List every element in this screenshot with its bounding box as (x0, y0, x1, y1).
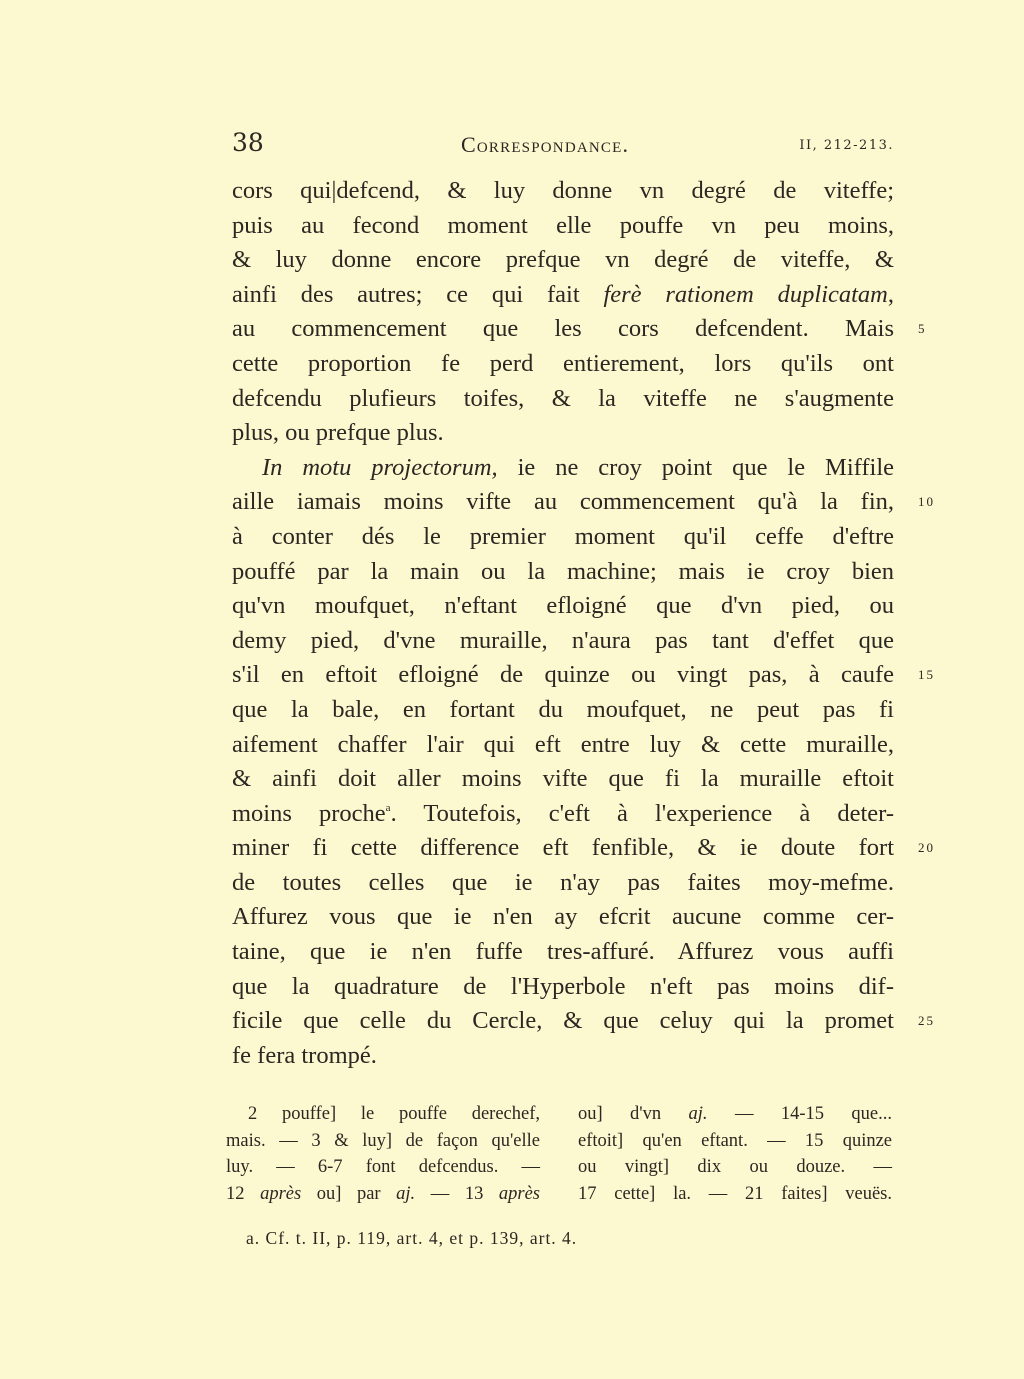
main-text (232, 174, 935, 1073)
text-line: moins proche$^a$. Toutefois, c'eft à l'experience à deter- (232, 799, 895, 827)
variant-note-line: luy. — 6-7 font defcendus. — (226, 1157, 540, 1177)
line-number: 5 (918, 321, 927, 337)
text-line: & luy donne encore prefque vn degré de viteffe, & (232, 246, 894, 274)
variant-note-line: 12 après ou] par aj. — 13 après (226, 1183, 540, 1204)
variant-note-line: eftoit] qu'en eftant. — 15 quinze (578, 1130, 892, 1151)
text-line: que la quadrature de l'Hyperbole n'eft pas moins dif- (232, 972, 894, 1000)
italic-abbrev: aj. (396, 1183, 416, 1204)
text-line: à conter dés le premier moment qu'il ceffe d'eftre (232, 522, 894, 550)
text-line: s'il en eftoit efloigné de quinze ou vingt pas, à caufe 15 (232, 658, 894, 693)
variant-notes-left-column (226, 1101, 540, 1207)
text-line: pouffé par la main ou la machine; mais ie croy bien (232, 557, 894, 585)
italic-abbrev: après (260, 1183, 302, 1204)
variant-note-line: 17 cette] la. — 21 faites] veuës. (578, 1183, 892, 1204)
text-line: plus, ou prefque plus. (232, 419, 444, 447)
line-number: 10 (918, 494, 935, 510)
text-line: fe fera trompé. (232, 1041, 377, 1069)
text-line: taine, que ie n'en fuffe tres-affuré. Affurez vous auffi (232, 938, 894, 966)
variant-note-line: ou vingt] dix ou douze. — (578, 1157, 892, 1177)
text-line: demy pied, d'vne muraille, n'aura pas tant d'effet que (232, 626, 894, 654)
italic-abbrev: après (498, 1183, 540, 1204)
variant-notes-right-column (578, 1101, 892, 1207)
text-line: qu'vn moufquet, n'eftant efloigné que d'vn pied, ou (232, 592, 894, 620)
text-line: puis au fecond moment elle pouffe vn peu moins, (232, 211, 894, 239)
text-line: cette proportion fe perd entierement, lors qu'ils ont (232, 349, 894, 377)
page-header (232, 128, 894, 164)
italic-abbrev: aj. (688, 1104, 708, 1124)
variant-note-line: ou] d'vn aj. — 14-15 que... (578, 1104, 892, 1124)
text-line: ainfi des autres; ce qui fait ferè rationem duplicatam, (232, 280, 894, 308)
italic-phrase: ferè rationem duplicatam (603, 280, 888, 308)
text-line: & ainfi doit aller moins vifte que fi la muraille eftoit (232, 765, 894, 793)
line-number: 20 (918, 840, 935, 856)
line-number: 25 (918, 1013, 935, 1029)
text-line: aifement chaffer l'air qui eft entre luy & cette muraille, (232, 730, 894, 758)
line-number: 15 (918, 667, 935, 683)
running-title: Correspondance. (461, 132, 630, 157)
text-line: au commencement que les cors defcendent. Mais 5 (232, 312, 894, 347)
text-line: In motu projectorum, ie ne croy point que le Miffile (262, 453, 895, 481)
variant-note-line: 2 pouffe] le pouffe derechef, (248, 1104, 540, 1124)
footnote-marker: a (385, 801, 391, 814)
text-line: aille iamais moins vifte au commencement qu'à la fin, 10 (232, 485, 894, 520)
text-line: cors qui|defcend, & luy donne vn degré de viteffe; (232, 177, 894, 204)
text-line: de toutes celles que ie n'ay pas faites moy-mefme. (232, 868, 894, 896)
variant-note-line: mais. — 3 & luy] de façon qu'elle (226, 1130, 540, 1151)
text-line: que la bale, en fortant du moufquet, ne peut pas fi (232, 695, 894, 723)
volume-reference: II, 212-213. (799, 138, 894, 153)
italic-phrase: In motu projectorum, (262, 453, 498, 481)
page-number: 38 (232, 128, 264, 157)
text-line: Affurez vous que ie n'en ay efcrit aucune comme cer- (232, 903, 894, 931)
footnote: a. Cf. t. II, p. 119, art. 4, et p. 139, art. 4. (246, 1228, 578, 1248)
text-line: ficile que celle du Cercle, & que celuy qui la promet 25 (232, 1004, 894, 1039)
text-line: defcendu plufieurs toifes, & la viteffe ne s'augmente (232, 384, 894, 412)
text-line: miner fi cette difference eft fenfible, & ie doute fort 20 (232, 831, 894, 866)
